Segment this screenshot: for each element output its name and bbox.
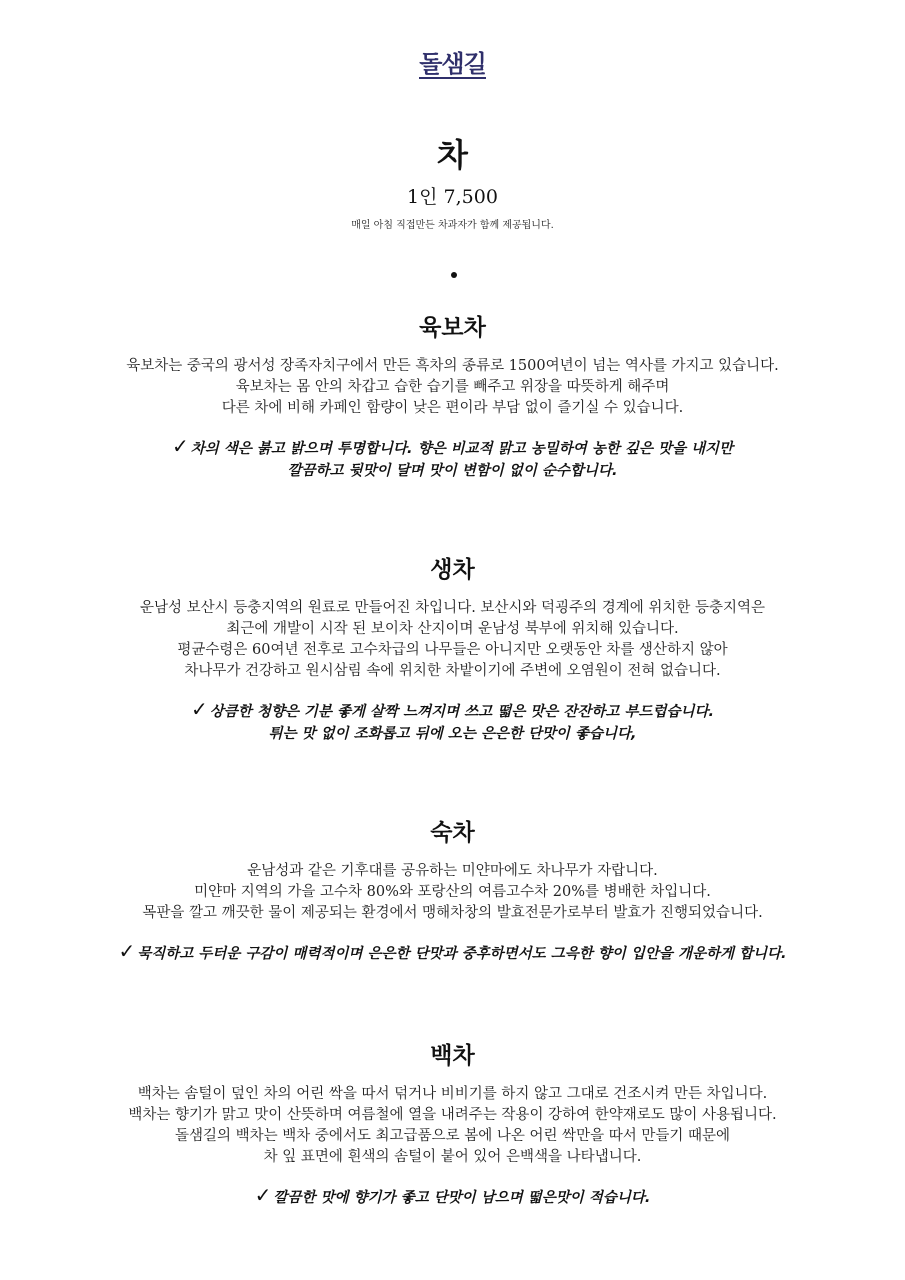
tasting-text: 깔끔한 맛에 향기가 좋고 단맛이 남으며 떫은맛이 적습니다. bbox=[273, 1190, 651, 1206]
tea-title: 생차 bbox=[430, 557, 475, 583]
tea-title: 백차 bbox=[430, 1043, 475, 1069]
description-line: 최근에 개발이 시작 된 보이차 산지이며 운남성 북부에 위치해 있습니다. bbox=[226, 621, 679, 637]
tea-tasting-note bbox=[0, 698, 905, 745]
tasting-text: 상큼한 청향은 기분 좋게 살짝 느껴지며 쓰고 떫은 맛은 잔잔하고 부드럽습니다. bbox=[209, 704, 714, 720]
description-line: 차나무가 건강하고 원시삼림 속에 위치한 차밭이기에 주변에 오염원이 전혀 없습니다. bbox=[184, 663, 721, 679]
tea-section-baek bbox=[0, 1038, 905, 1209]
tasting-text: 묵직하고 두터운 구감이 매력적이며 은은한 단맛과 중후하면서도 그윽한 향이 입안을 개운하게 합니다. bbox=[137, 946, 787, 962]
tea-tasting-note bbox=[0, 1184, 905, 1209]
tea-description bbox=[0, 1084, 905, 1168]
description-line: 다른 차에 비해 카페인 함량이 낮은 편이라 부담 없이 즐기실 수 있습니다. bbox=[221, 400, 684, 416]
description-line: 운남성과 같은 기후대를 공유하는 미얀마에도 차나무가 자랍니다. bbox=[247, 863, 658, 879]
tea-title: 숙차 bbox=[430, 820, 475, 846]
tea-section-yukbo bbox=[0, 310, 905, 482]
description-line: 돌샘길의 백차는 백차 중에서도 최고급품으로 봄에 나온 어린 싹만을 따서 만들기 때문에 bbox=[175, 1128, 730, 1144]
tea-description bbox=[0, 861, 905, 924]
description-line: 육보차는 중국의 광서성 장족자치구에서 만든 흑차의 종류로 1500여년이 넘는 역사를 가지고 있습니다. bbox=[126, 358, 779, 374]
tasting-line bbox=[0, 940, 905, 965]
tasting-line: 튀는 맛 없이 조화롭고 뒤에 오는 은은한 단맛이 좋습니다, bbox=[268, 726, 637, 742]
brand-logo bbox=[0, 50, 905, 79]
page-title: 차 bbox=[437, 136, 468, 174]
tea-title: 육보차 bbox=[419, 315, 486, 341]
check-icon: ✓ bbox=[254, 1183, 272, 1207]
description-line: 육보차는 몸 안의 차갑고 습한 습기를 빼주고 위장을 따뜻하게 해주며 bbox=[235, 379, 670, 395]
service-note: 매일 아침 직접만든 차과자가 함께 제공됩니다. bbox=[351, 220, 554, 231]
logo-text: 돌샘길 bbox=[419, 50, 486, 78]
description-line: 차 잎 표면에 흰색의 솜털이 붙어 있어 은백색을 나타냅니다. bbox=[263, 1149, 642, 1165]
tea-section-saeng bbox=[0, 552, 905, 745]
description-line: 미얀마 지역의 가을 고수차 80%와 포랑산의 여름고수차 20%를 병배한 차입니다. bbox=[194, 884, 711, 900]
tea-tasting-note bbox=[0, 940, 905, 965]
tasting-line bbox=[0, 698, 905, 723]
description-line: 평균수령은 60여년 전후로 고수차급의 나무들은 아니지만 오랫동안 차를 생산하지 않아 bbox=[177, 642, 728, 658]
description-line: 백차는 향기가 맑고 맛이 산뜻하며 여름철에 열을 내려주는 작용이 강하여 한약재로도 많이 사용됩니다. bbox=[128, 1107, 777, 1123]
description-line: 운남성 보산시 등충지역의 원료로 만들어진 차입니다. 보산시와 덕굉주의 경계에 위치한 등충지역은 bbox=[140, 600, 765, 616]
description-line: 백차는 솜털이 덮인 차의 어린 싹을 따서 덖거나 비비기를 하지 않고 그대로 건조시켜 만든 차입니다. bbox=[137, 1086, 768, 1102]
description-line: 목판을 깔고 깨끗한 물이 제공되는 환경에서 맹해차창의 발효전문가로부터 발효가 진행되었습니다. bbox=[142, 905, 763, 921]
check-icon: ✓ bbox=[191, 697, 208, 721]
tea-description bbox=[0, 598, 905, 682]
tea-section-suk bbox=[0, 815, 905, 965]
price-text: 1인 7,500 bbox=[407, 186, 498, 208]
tasting-line: 깔끔하고 뒷맛이 달며 맛이 변함이 없이 순수합니다. bbox=[287, 463, 618, 479]
tea-tasting-note bbox=[0, 435, 905, 482]
check-icon: ✓ bbox=[171, 434, 189, 458]
tasting-text: 차의 색은 붉고 밝으며 투명합니다. 향은 비교적 맑고 농밀하여 농한 깊은 맛을 내지만 bbox=[190, 441, 734, 457]
tea-description bbox=[0, 356, 905, 419]
tasting-line bbox=[0, 1184, 905, 1209]
check-icon: ✓ bbox=[118, 939, 136, 963]
tasting-line bbox=[0, 435, 905, 460]
bullet-divider bbox=[451, 272, 457, 278]
